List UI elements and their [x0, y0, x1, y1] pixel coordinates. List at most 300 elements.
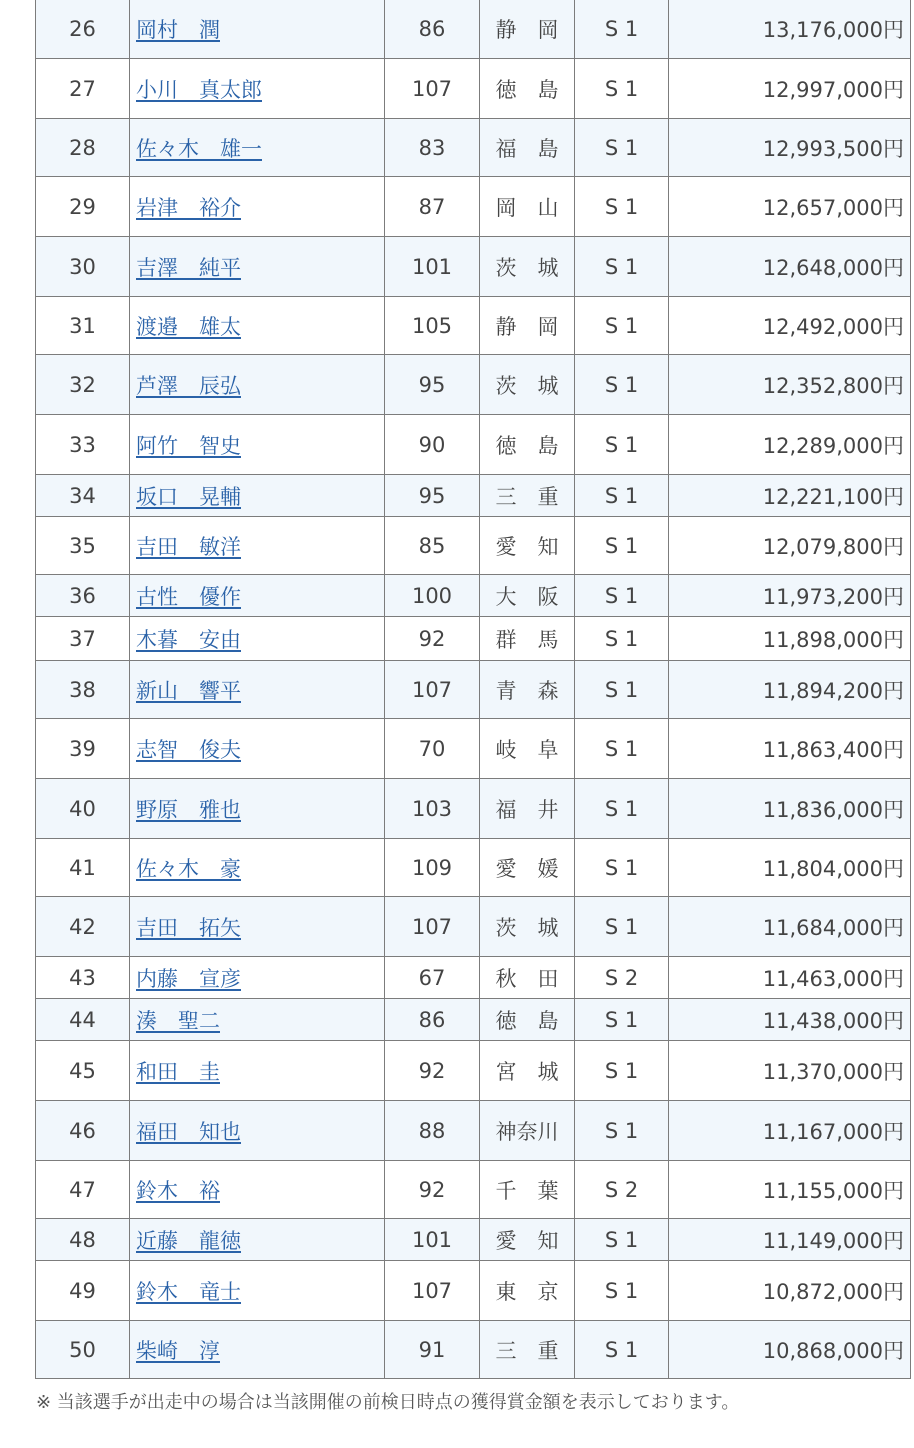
age-cell: [385, 517, 480, 575]
table-row: [36, 475, 911, 517]
prize-cell: [669, 1321, 911, 1379]
name-cell: [130, 59, 385, 119]
age-text: 103: [411, 796, 453, 821]
age-text: 87: [418, 194, 446, 219]
rank-text: 48: [69, 1227, 96, 1252]
class-cell: [575, 355, 669, 415]
name-cell: [130, 1261, 385, 1321]
racer-name-link[interactable]: 近藤 龍徳: [136, 1228, 241, 1253]
class-cell: [575, 897, 669, 957]
prize-cell: [669, 0, 911, 59]
prefecture-text: 大 阪: [495, 584, 559, 609]
prize-cell: [669, 897, 911, 957]
name-cell: [130, 957, 385, 999]
class-text: S 1: [604, 1227, 639, 1252]
racer-name-link[interactable]: 渡邉 雄太: [136, 314, 241, 339]
prize-cell: [669, 617, 911, 661]
prefecture-cell: [480, 1219, 575, 1261]
table-row: [36, 59, 911, 119]
name-cell: [130, 999, 385, 1041]
age-text: 85: [418, 533, 446, 558]
age-cell: [385, 59, 480, 119]
racer-name-link[interactable]: 吉田 敏洋: [136, 534, 241, 559]
prize-text: 11,438,000円: [762, 1008, 904, 1033]
prefecture-cell: [480, 1041, 575, 1101]
table-row: [36, 957, 911, 999]
footnote: ※ 当該選手が出走中の場合は当該開催の前検日時点の獲得賞金額を表示しております。: [36, 1392, 740, 1413]
rank-text: 32: [69, 372, 96, 397]
class-cell: [575, 999, 669, 1041]
class-cell: [575, 415, 669, 475]
racer-name-link[interactable]: 岩津 裕介: [136, 195, 241, 220]
rank-text: 50: [69, 1337, 96, 1362]
prefecture-text: 福 島: [495, 136, 559, 161]
age-cell: [385, 1321, 480, 1379]
prize-text: 12,993,500円: [762, 136, 904, 161]
prefecture-text: 秋 田: [495, 966, 559, 991]
class-cell: [575, 1219, 669, 1261]
rank-text: 26: [69, 16, 96, 41]
prize-cell: [669, 237, 911, 297]
class-text: S 1: [604, 1007, 639, 1032]
class-cell: [575, 119, 669, 177]
racer-name-link[interactable]: 内藤 宣彦: [136, 966, 241, 991]
rank-cell: [36, 1041, 130, 1101]
age-cell: [385, 177, 480, 237]
rank-cell: [36, 1161, 130, 1219]
prefecture-cell: [480, 661, 575, 719]
rank-cell: [36, 177, 130, 237]
class-text: S 1: [604, 583, 639, 608]
prize-text: 12,221,100円: [762, 484, 904, 509]
prize-text: 12,352,800円: [762, 373, 904, 398]
rank-text: 37: [69, 626, 96, 651]
racer-name-link[interactable]: 和田 圭: [136, 1059, 220, 1084]
name-cell: [130, 0, 385, 59]
rank-text: 38: [69, 677, 96, 702]
rank-cell: [36, 59, 130, 119]
prize-ranking-table: [35, 0, 911, 1379]
prize-text: 11,898,000円: [762, 627, 904, 652]
name-cell: [130, 661, 385, 719]
table-row: [36, 1161, 911, 1219]
prize-cell: [669, 1261, 911, 1321]
rank-cell: [36, 355, 130, 415]
class-cell: [575, 575, 669, 617]
table-row: [36, 897, 911, 957]
class-text: S 1: [604, 626, 639, 651]
racer-name-link[interactable]: 福田 知也: [136, 1119, 241, 1144]
rank-cell: [36, 575, 130, 617]
age-text: 86: [418, 16, 446, 41]
prefecture-cell: [480, 617, 575, 661]
class-text: S 1: [604, 736, 639, 761]
class-text: S 1: [604, 76, 639, 101]
rank-text: 49: [69, 1278, 96, 1303]
age-cell: [385, 0, 480, 59]
table-row: [36, 999, 911, 1041]
prize-cell: [669, 1101, 911, 1161]
class-text: S 1: [604, 533, 639, 558]
name-cell: [130, 237, 385, 297]
prize-text: 11,894,200円: [762, 678, 904, 703]
rank-cell: [36, 617, 130, 661]
age-text: 86: [418, 1007, 446, 1032]
age-text: 70: [418, 736, 446, 761]
racer-name-link[interactable]: 吉澤 純平: [136, 255, 241, 280]
rank-cell: [36, 897, 130, 957]
rank-cell: [36, 1261, 130, 1321]
rank-cell: [36, 1219, 130, 1261]
age-cell: [385, 1101, 480, 1161]
class-cell: [575, 237, 669, 297]
rank-text: 30: [69, 254, 96, 279]
name-cell: [130, 839, 385, 897]
age-text: 107: [411, 914, 453, 939]
class-text: S 1: [604, 194, 639, 219]
rank-text: 34: [69, 483, 96, 508]
prefecture-text: 静 岡: [495, 314, 559, 339]
prize-cell: [669, 415, 911, 475]
rank-cell: [36, 415, 130, 475]
table-row: [36, 1101, 911, 1161]
prize-text: 12,079,800円: [762, 534, 904, 559]
prefecture-text: 徳 島: [495, 433, 559, 458]
prize-text: 12,657,000円: [762, 195, 904, 220]
racer-name-link[interactable]: 佐々木 雄一: [136, 136, 262, 161]
prefecture-text: 徳 島: [495, 77, 559, 102]
prefecture-text: 茨 城: [495, 255, 559, 280]
age-cell: [385, 119, 480, 177]
class-text: S 1: [604, 254, 639, 279]
prefecture-cell: [480, 897, 575, 957]
rank-cell: [36, 1101, 130, 1161]
prize-text: 11,804,000円: [762, 856, 904, 881]
racer-name-link[interactable]: 小川 真太郎: [136, 77, 262, 102]
rank-text: 33: [69, 432, 96, 457]
prefecture-text: 岐 阜: [495, 737, 559, 762]
class-text: S 1: [604, 796, 639, 821]
class-cell: [575, 1261, 669, 1321]
prize-cell: [669, 517, 911, 575]
rank-cell: [36, 119, 130, 177]
prize-text: 10,868,000円: [762, 1338, 904, 1363]
rank-text: 27: [69, 76, 96, 101]
prize-cell: [669, 779, 911, 839]
class-text: S 1: [604, 914, 639, 939]
prefecture-text: 神奈川: [495, 1119, 559, 1144]
prize-cell: [669, 59, 911, 119]
prize-cell: [669, 957, 911, 999]
rank-text: 39: [69, 736, 96, 761]
name-cell: [130, 1321, 385, 1379]
prefecture-text: 宮 城: [495, 1059, 559, 1084]
name-cell: [130, 1161, 385, 1219]
prize-cell: [669, 661, 911, 719]
class-text: S 1: [604, 313, 639, 338]
prize-cell: [669, 1219, 911, 1261]
prize-text: 11,836,000円: [762, 797, 904, 822]
prize-cell: [669, 575, 911, 617]
table-row: [36, 1041, 911, 1101]
class-cell: [575, 475, 669, 517]
prefecture-cell: [480, 415, 575, 475]
prefecture-text: 徳 島: [495, 1008, 559, 1033]
rank-cell: [36, 999, 130, 1041]
rank-text: 42: [69, 914, 96, 939]
rank-cell: [36, 297, 130, 355]
prize-cell: [669, 1161, 911, 1219]
prefecture-cell: [480, 355, 575, 415]
prefecture-cell: [480, 475, 575, 517]
class-cell: [575, 957, 669, 999]
rank-text: 31: [69, 313, 96, 338]
table-row: [36, 719, 911, 779]
rank-text: 36: [69, 583, 96, 608]
class-cell: [575, 1321, 669, 1379]
prefecture-text: 愛 媛: [495, 856, 559, 881]
age-cell: [385, 1219, 480, 1261]
age-text: 105: [411, 313, 453, 338]
class-text: S 1: [604, 855, 639, 880]
class-text: S 1: [604, 1337, 639, 1362]
rank-text: 44: [69, 1007, 96, 1032]
prize-text: 11,863,400円: [762, 737, 904, 762]
prefecture-text: 青 森: [495, 678, 559, 703]
racer-name-link[interactable]: 佐々木 豪: [136, 856, 241, 881]
age-text: 92: [418, 626, 446, 651]
age-text: 107: [411, 76, 453, 101]
age-text: 90: [418, 432, 446, 457]
table-row: [36, 119, 911, 177]
age-text: 107: [411, 677, 453, 702]
class-text: S 1: [604, 372, 639, 397]
table-row: [36, 355, 911, 415]
name-cell: [130, 1101, 385, 1161]
name-cell: [130, 475, 385, 517]
name-cell: [130, 779, 385, 839]
name-cell: [130, 355, 385, 415]
rank-cell: [36, 957, 130, 999]
prefecture-text: 静 岡: [495, 17, 559, 42]
class-text: S 1: [604, 677, 639, 702]
age-cell: [385, 661, 480, 719]
table-row: [36, 1219, 911, 1261]
prefecture-text: 茨 城: [495, 373, 559, 398]
rank-text: 40: [69, 796, 96, 821]
age-cell: [385, 719, 480, 779]
name-cell: [130, 575, 385, 617]
prefecture-cell: [480, 1321, 575, 1379]
rank-text: 47: [69, 1177, 96, 1202]
age-cell: [385, 1261, 480, 1321]
table-row: [36, 237, 911, 297]
age-cell: [385, 297, 480, 355]
prefecture-cell: [480, 779, 575, 839]
prize-text: 10,872,000円: [762, 1279, 904, 1304]
name-cell: [130, 177, 385, 237]
class-cell: [575, 617, 669, 661]
prize-text: 11,149,000円: [762, 1228, 904, 1253]
age-cell: [385, 355, 480, 415]
age-cell: [385, 1161, 480, 1219]
prize-text: 12,997,000円: [762, 77, 904, 102]
name-cell: [130, 617, 385, 661]
racer-name-link[interactable]: 鈴木 裕: [136, 1178, 220, 1203]
table-row: [36, 661, 911, 719]
age-text: 109: [411, 855, 453, 880]
rank-text: 28: [69, 135, 96, 160]
racer-name-link[interactable]: 古性 優作: [136, 584, 241, 609]
prefecture-cell: [480, 1161, 575, 1219]
rank-cell: [36, 1321, 130, 1379]
class-text: S 1: [604, 135, 639, 160]
class-cell: [575, 177, 669, 237]
prefecture-text: 三 重: [495, 484, 559, 509]
prefecture-cell: [480, 297, 575, 355]
prize-cell: [669, 355, 911, 415]
age-cell: [385, 575, 480, 617]
prefecture-cell: [480, 957, 575, 999]
racer-name-link[interactable]: 木暮 安由: [136, 627, 241, 652]
racer-name-link[interactable]: 湊 聖二: [136, 1008, 220, 1033]
prize-text: 12,648,000円: [762, 255, 904, 280]
age-text: 95: [418, 483, 446, 508]
rank-text: 29: [69, 194, 96, 219]
age-cell: [385, 415, 480, 475]
class-text: S 2: [604, 965, 639, 990]
table-row: [36, 415, 911, 475]
class-text: S 1: [604, 1118, 639, 1143]
table-row: [36, 617, 911, 661]
racer-name-link[interactable]: 野原 雅也: [136, 797, 241, 822]
prize-text: 11,370,000円: [762, 1059, 904, 1084]
prize-text: 12,289,000円: [762, 433, 904, 458]
rank-cell: [36, 237, 130, 297]
table-row: [36, 839, 911, 897]
racer-name-link[interactable]: 坂口 晃輔: [136, 484, 241, 509]
age-cell: [385, 957, 480, 999]
racer-name-link[interactable]: 柴崎 淳: [136, 1338, 220, 1363]
racer-name-link[interactable]: 芦澤 辰弘: [136, 373, 241, 398]
prize-text: 11,463,000円: [762, 966, 904, 991]
name-cell: [130, 517, 385, 575]
table-row: [36, 297, 911, 355]
prize-cell: [669, 177, 911, 237]
class-cell: [575, 779, 669, 839]
prefecture-cell: [480, 177, 575, 237]
age-text: 95: [418, 372, 446, 397]
name-cell: [130, 719, 385, 779]
prefecture-text: 三 重: [495, 1338, 559, 1363]
prefecture-text: 茨 城: [495, 915, 559, 940]
prefecture-cell: [480, 237, 575, 297]
table-row: [36, 177, 911, 237]
name-cell: [130, 297, 385, 355]
prefecture-cell: [480, 839, 575, 897]
table-row: [36, 1261, 911, 1321]
prefecture-text: 千 葉: [495, 1178, 559, 1203]
class-cell: [575, 517, 669, 575]
age-text: 101: [411, 254, 453, 279]
prefecture-text: 群 馬: [495, 627, 559, 652]
prize-text: 11,684,000円: [762, 915, 904, 940]
age-cell: [385, 897, 480, 957]
prefecture-text: 東 京: [495, 1279, 559, 1304]
age-cell: [385, 779, 480, 839]
prefecture-text: 愛 知: [495, 1228, 559, 1253]
prefecture-cell: [480, 119, 575, 177]
age-cell: [385, 475, 480, 517]
prefecture-cell: [480, 0, 575, 59]
age-text: 101: [411, 1227, 453, 1252]
table-row: [36, 575, 911, 617]
racer-name-link[interactable]: 岡村 潤: [136, 17, 220, 42]
class-text: S 1: [604, 16, 639, 41]
prize-text: 11,973,200円: [762, 584, 904, 609]
class-cell: [575, 661, 669, 719]
racer-name-link[interactable]: 阿竹 智史: [136, 433, 241, 458]
name-cell: [130, 1041, 385, 1101]
age-text: 92: [418, 1177, 446, 1202]
class-cell: [575, 1161, 669, 1219]
prize-cell: [669, 839, 911, 897]
racer-name-link[interactable]: 鈴木 竜士: [136, 1279, 241, 1304]
prize-cell: [669, 1041, 911, 1101]
name-cell: [130, 119, 385, 177]
ranking-rows: [36, 0, 911, 1379]
rank-text: 45: [69, 1058, 96, 1083]
prize-text: 11,155,000円: [762, 1178, 904, 1203]
prefecture-cell: [480, 1101, 575, 1161]
table-row: [36, 0, 911, 59]
table-row: [36, 779, 911, 839]
age-text: 83: [418, 135, 446, 160]
racer-name-link[interactable]: 吉田 拓矢: [136, 915, 241, 940]
prefecture-text: 愛 知: [495, 534, 559, 559]
prize-cell: [669, 999, 911, 1041]
rank-cell: [36, 661, 130, 719]
table-row: [36, 517, 911, 575]
age-text: 107: [411, 1278, 453, 1303]
rank-text: 35: [69, 533, 96, 558]
prize-text: 12,492,000円: [762, 314, 904, 339]
name-cell: [130, 1219, 385, 1261]
class-cell: [575, 839, 669, 897]
racer-name-link[interactable]: 志智 俊夫: [136, 737, 241, 762]
table-row: [36, 1321, 911, 1379]
class-cell: [575, 0, 669, 59]
rank-text: 43: [69, 965, 96, 990]
prefecture-cell: [480, 999, 575, 1041]
racer-name-link[interactable]: 新山 響平: [136, 678, 241, 703]
rank-text: 41: [69, 855, 96, 880]
age-text: 67: [418, 965, 446, 990]
age-cell: [385, 617, 480, 661]
age-text: 100: [411, 583, 453, 608]
class-cell: [575, 719, 669, 779]
rank-cell: [36, 475, 130, 517]
class-text: S 1: [604, 1278, 639, 1303]
class-cell: [575, 1101, 669, 1161]
age-text: 88: [418, 1118, 446, 1143]
name-cell: [130, 897, 385, 957]
age-cell: [385, 237, 480, 297]
prefecture-cell: [480, 517, 575, 575]
prefecture-cell: [480, 1261, 575, 1321]
class-cell: [575, 297, 669, 355]
prefecture-cell: [480, 719, 575, 779]
